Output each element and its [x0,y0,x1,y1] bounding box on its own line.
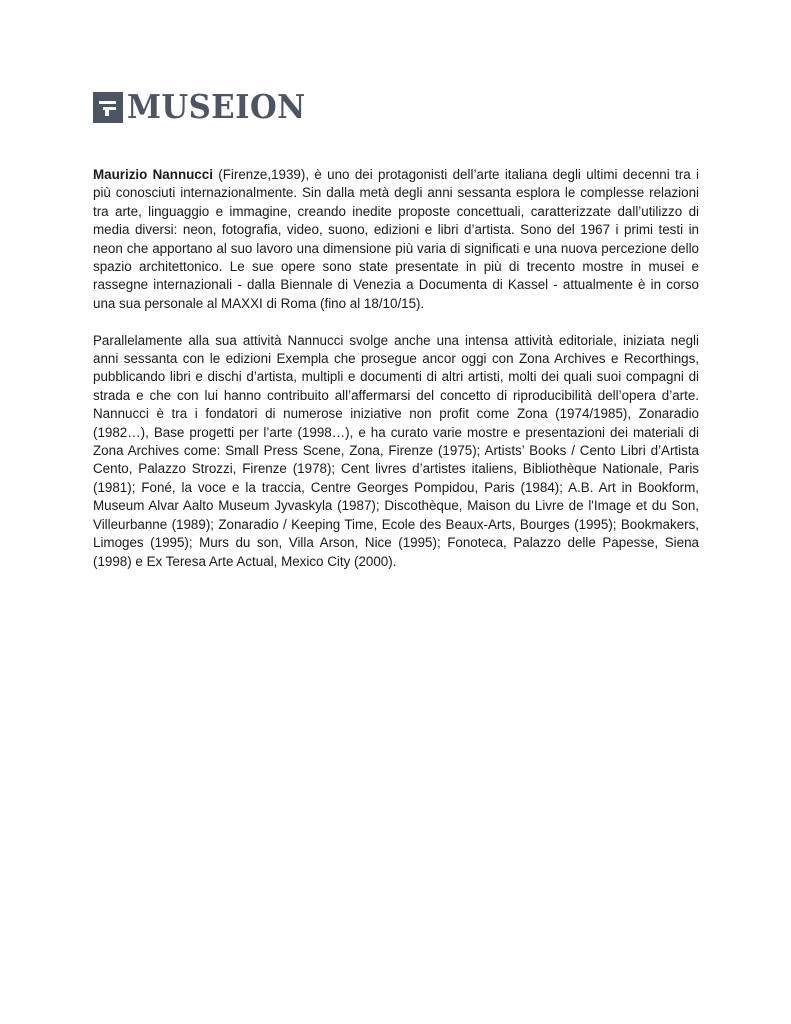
museion-logo-icon [93,92,123,123]
paragraph-1 [93,166,699,313]
museion-logo [93,87,319,126]
paragraph-1-text: (Firenze,1939), è uno dei protagonisti dell’arte italiana degli ultimi decenni tra i più conosciuti internazionalmente. Sin dalla metà degli anni sessanta esplora le complesse relazioni tra arte, linguaggio e immagine, creando inedite proposte concettuali, caratterizzate dall’utilizzo di media diversi: neon, fotografia, video, suono, edizioni e libri d’artista. Sono del 1967 i primi testi in neon che apportano al suo lavoro una dimensione più varia di significati e una nuova percezione dello spazio architettonico. Le sue opere sono state presentate in più di trecento mostre in musei e rassegne internazionali - dalla Biennale di Venezia a Documenta di Kassel - attualmente è in corso una sua personale al MAXXI di Roma (fino al 18/10/15). [93,167,699,311]
paragraph-2: Parallelamente alla sua attività Nannucci svolge anche una intensa attività editoriale, iniziata negli anni sessanta con le edizioni Exempla che prosegue ancor oggi con Zona Archives e Recorthings, pubblicando libri e dischi d’artista, multipli e documenti di altri artisti, molti dei quali suoi compagni di strada e che con lui hanno contribuito all’affermarsi del concetto di riproducibilità dell’opera d’arte. Nannucci è tra i fondatori di numerose iniziative non profit come Zona (1974/1985), Zonaradio (1982…), Base progetti per l’arte (1998…), e ha curato varie mostre e presentazioni dei materiali di Zona Archives come: Small Press Scene, Zona, Firenze (1975); Artists’ Books / Cento Libri d’Artista Cento, Palazzo Strozzi, Firenze (1978); Cent livres d’artistes italiens, Bibliothèque Nationale, Paris (1981); Foné, la voce e la traccia, Centre Georges Pompidou, Paris (1984); A.B. Art in Bookform, Museum Alvar Aalto Museum Jyvaskyla (1987); Discothèque, Maison du Livre de l'Image et du Son, Villeurbanne (1989); Zonaradio / Keeping Time, Ecole des Beaux-Arts, Bourges (1995); Bookmakers, Limoges (1995); Murs du son, Villa Arson, Nice (1995); Fonoteca, Palazzo delle Papesse, Siena (1998) e Ex Teresa Arte Actual, Mexico City (2000). [93,332,699,569]
document-body [93,166,699,589]
logo-text: MUSEION [127,87,306,126]
artist-name: Maurizio Nannucci [93,167,213,182]
